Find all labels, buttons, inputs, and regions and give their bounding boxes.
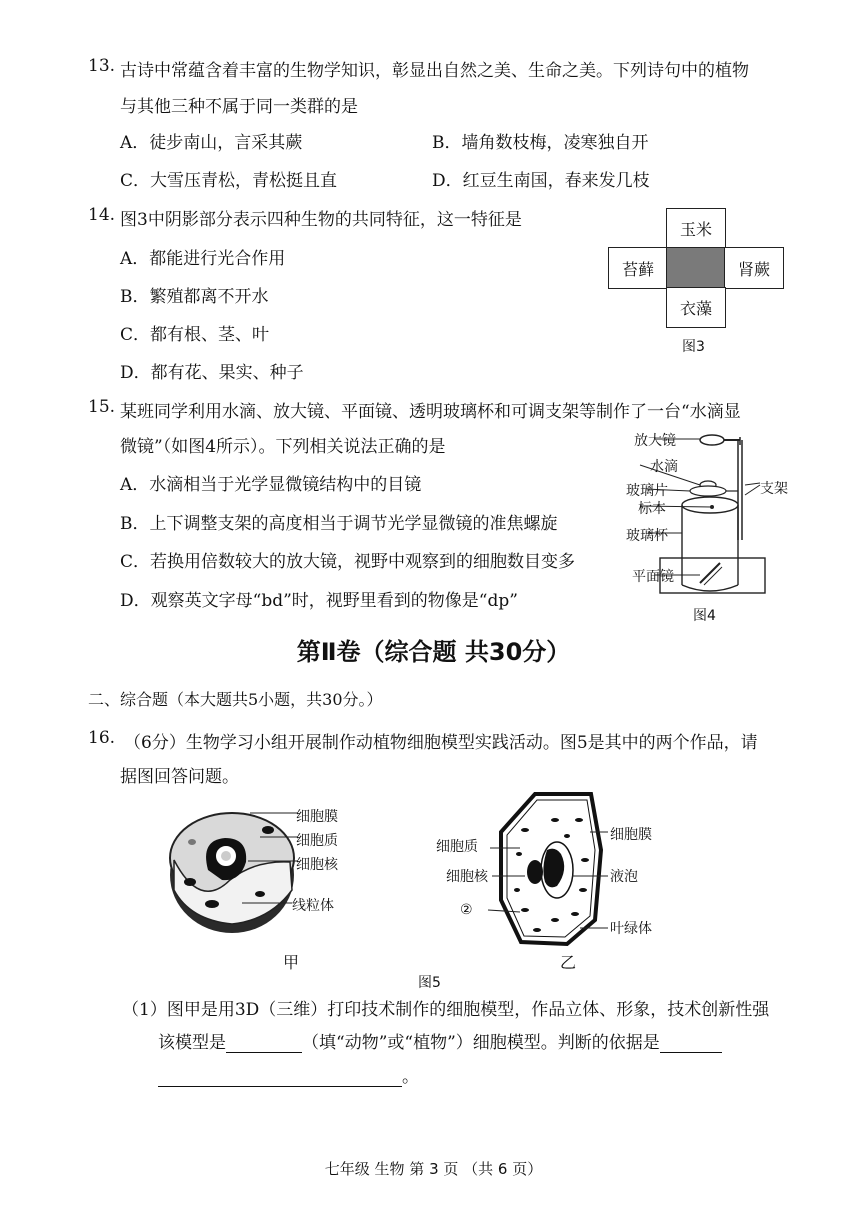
fig5-yi-leaders <box>480 820 630 930</box>
fig3-right-cell: 肾蕨 <box>724 247 784 289</box>
q13-option-b: B．墙角数枝梅，凌寒独自开 <box>432 133 649 153</box>
q14-option-d: D．都有花、果实、种子 <box>120 363 304 383</box>
fig5-jia-caption: 甲 <box>283 953 300 972</box>
q13-stem-line1: 古诗中常蕴含着丰富的生物学知识，彰显出自然之美、生命之美。下列诗句中的植物 <box>120 61 749 81</box>
q14-number: 14. <box>88 205 116 225</box>
fig5-jia-label-cytoplasm: 细胞质 <box>296 833 338 849</box>
fig3-bottom-cell: 衣藻 <box>666 287 726 328</box>
fig4-caption: 图4 <box>693 608 716 624</box>
q15-option-c: C．若换用倍数较大的放大镜，视野中观察到的细胞数目变多 <box>120 552 576 572</box>
fig5-yi-caption: 乙 <box>560 953 577 972</box>
fig5-yi-label-nucleus: 细胞核 <box>446 869 488 885</box>
q16-sub1-line2 <box>158 1028 722 1053</box>
q16-stem-line1: （6分）生物学习小组开展制作动植物细胞模型实践活动。图5是其中的两个作品，请 <box>124 733 758 753</box>
fig3-shaded-center <box>666 247 726 289</box>
answer-blank-2-cont[interactable] <box>158 1068 402 1087</box>
fig4-label-stand: 支架 <box>760 481 788 497</box>
q16-sub1-text-b: （填“动物”或“植物”）细胞模型。判断的依据是 <box>302 1033 660 1053</box>
q16-number: 16. <box>88 728 116 748</box>
section-title: 第Ⅱ卷（综合题 共30分） <box>296 638 571 666</box>
fig4-label-cup: 玻璃杯 <box>626 528 668 544</box>
fig4-label-specimen: 标本 <box>638 501 666 517</box>
fig5-yi-label-2: ② <box>460 902 473 918</box>
fig4-label-glass-slide: 玻璃片 <box>626 483 668 499</box>
answer-blank-1[interactable] <box>226 1034 302 1053</box>
q14-option-a: A．都能进行光合作用 <box>120 249 286 269</box>
fig4-label-mirror: 平面镜 <box>632 569 674 585</box>
fig5-yi-label-chloroplast: 叶绿体 <box>610 921 652 937</box>
answer-blank-2-start[interactable] <box>660 1034 722 1053</box>
fig4-microscope-drawing <box>600 425 788 610</box>
q15-option-d: D．观察英文字母“bd”时，视野里看到的物像是“dp” <box>120 591 518 611</box>
q14-option-c: C．都有根、茎、叶 <box>120 325 270 345</box>
q16-sub1-line1: （1）图甲是用3D（三维）打印技术制作的细胞模型，作品立体、形象，技术创新性强 <box>122 1000 770 1020</box>
q16-stem-line2: 据图回答问题。 <box>120 767 239 787</box>
q16-sub1-line3-end: 。 <box>402 1067 419 1087</box>
q13-option-d: D．红豆生南国，春来发几枝 <box>432 171 650 191</box>
fig5-caption: 图5 <box>418 975 441 991</box>
part-heading: 二、综合题（本大题共5小题，共30分。） <box>88 690 383 709</box>
fig3-left-cell: 苔藓 <box>608 247 668 289</box>
fig5-yi-label-cytoplasm: 细胞质 <box>436 839 478 855</box>
q13-option-c: C．大雪压青松，青松挺且直 <box>120 171 338 191</box>
page-footer: 七年级 生物 第 3 页 （共 6 页） <box>324 1160 543 1178</box>
fig5-jia-label-membrane: 细胞膜 <box>296 809 338 825</box>
q15-option-b: B．上下调整支架的高度相当于调节光学显微镜的准焦螺旋 <box>120 514 558 534</box>
q14-stem: 图3中阴影部分表示四种生物的共同特征，这一特征是 <box>120 210 522 230</box>
q15-stem-line2: 微镜”（如图4所示）。下列相关说法正确的是 <box>120 437 446 457</box>
q13-stem-line2: 与其他三种不属于同一类群的是 <box>120 97 358 117</box>
fig4-label-drop: 水滴 <box>650 459 678 475</box>
fig5-yi-label-membrane: 细胞膜 <box>610 827 652 843</box>
fig5-jia-label-nucleus: 细胞核 <box>296 857 338 873</box>
fig5-jia-label-mitochondria: 线粒体 <box>292 898 334 914</box>
q15-number: 15. <box>88 397 116 417</box>
q13-option-a: A．徒步南山，言采其蕨 <box>120 133 303 153</box>
fig4-label-magnifier: 放大镜 <box>634 433 676 449</box>
q13-number: 13. <box>88 56 116 76</box>
q16-sub1-text-a: 该模型是 <box>158 1033 226 1053</box>
fig3-top-cell: 玉米 <box>666 208 726 248</box>
q14-option-b: B．繁殖都离不开水 <box>120 287 269 307</box>
q15-option-a: A．水滴相当于光学显微镜结构中的目镜 <box>120 475 422 495</box>
q15-stem-line1: 某班同学利用水滴、放大镜、平面镜、透明玻璃杯和可调支架等制作了一台“水滴显 <box>120 402 741 422</box>
fig5-yi-label-vacuole: 液泡 <box>610 869 638 885</box>
fig3-caption: 图3 <box>682 339 705 355</box>
q16-sub1-line3 <box>158 1062 419 1087</box>
